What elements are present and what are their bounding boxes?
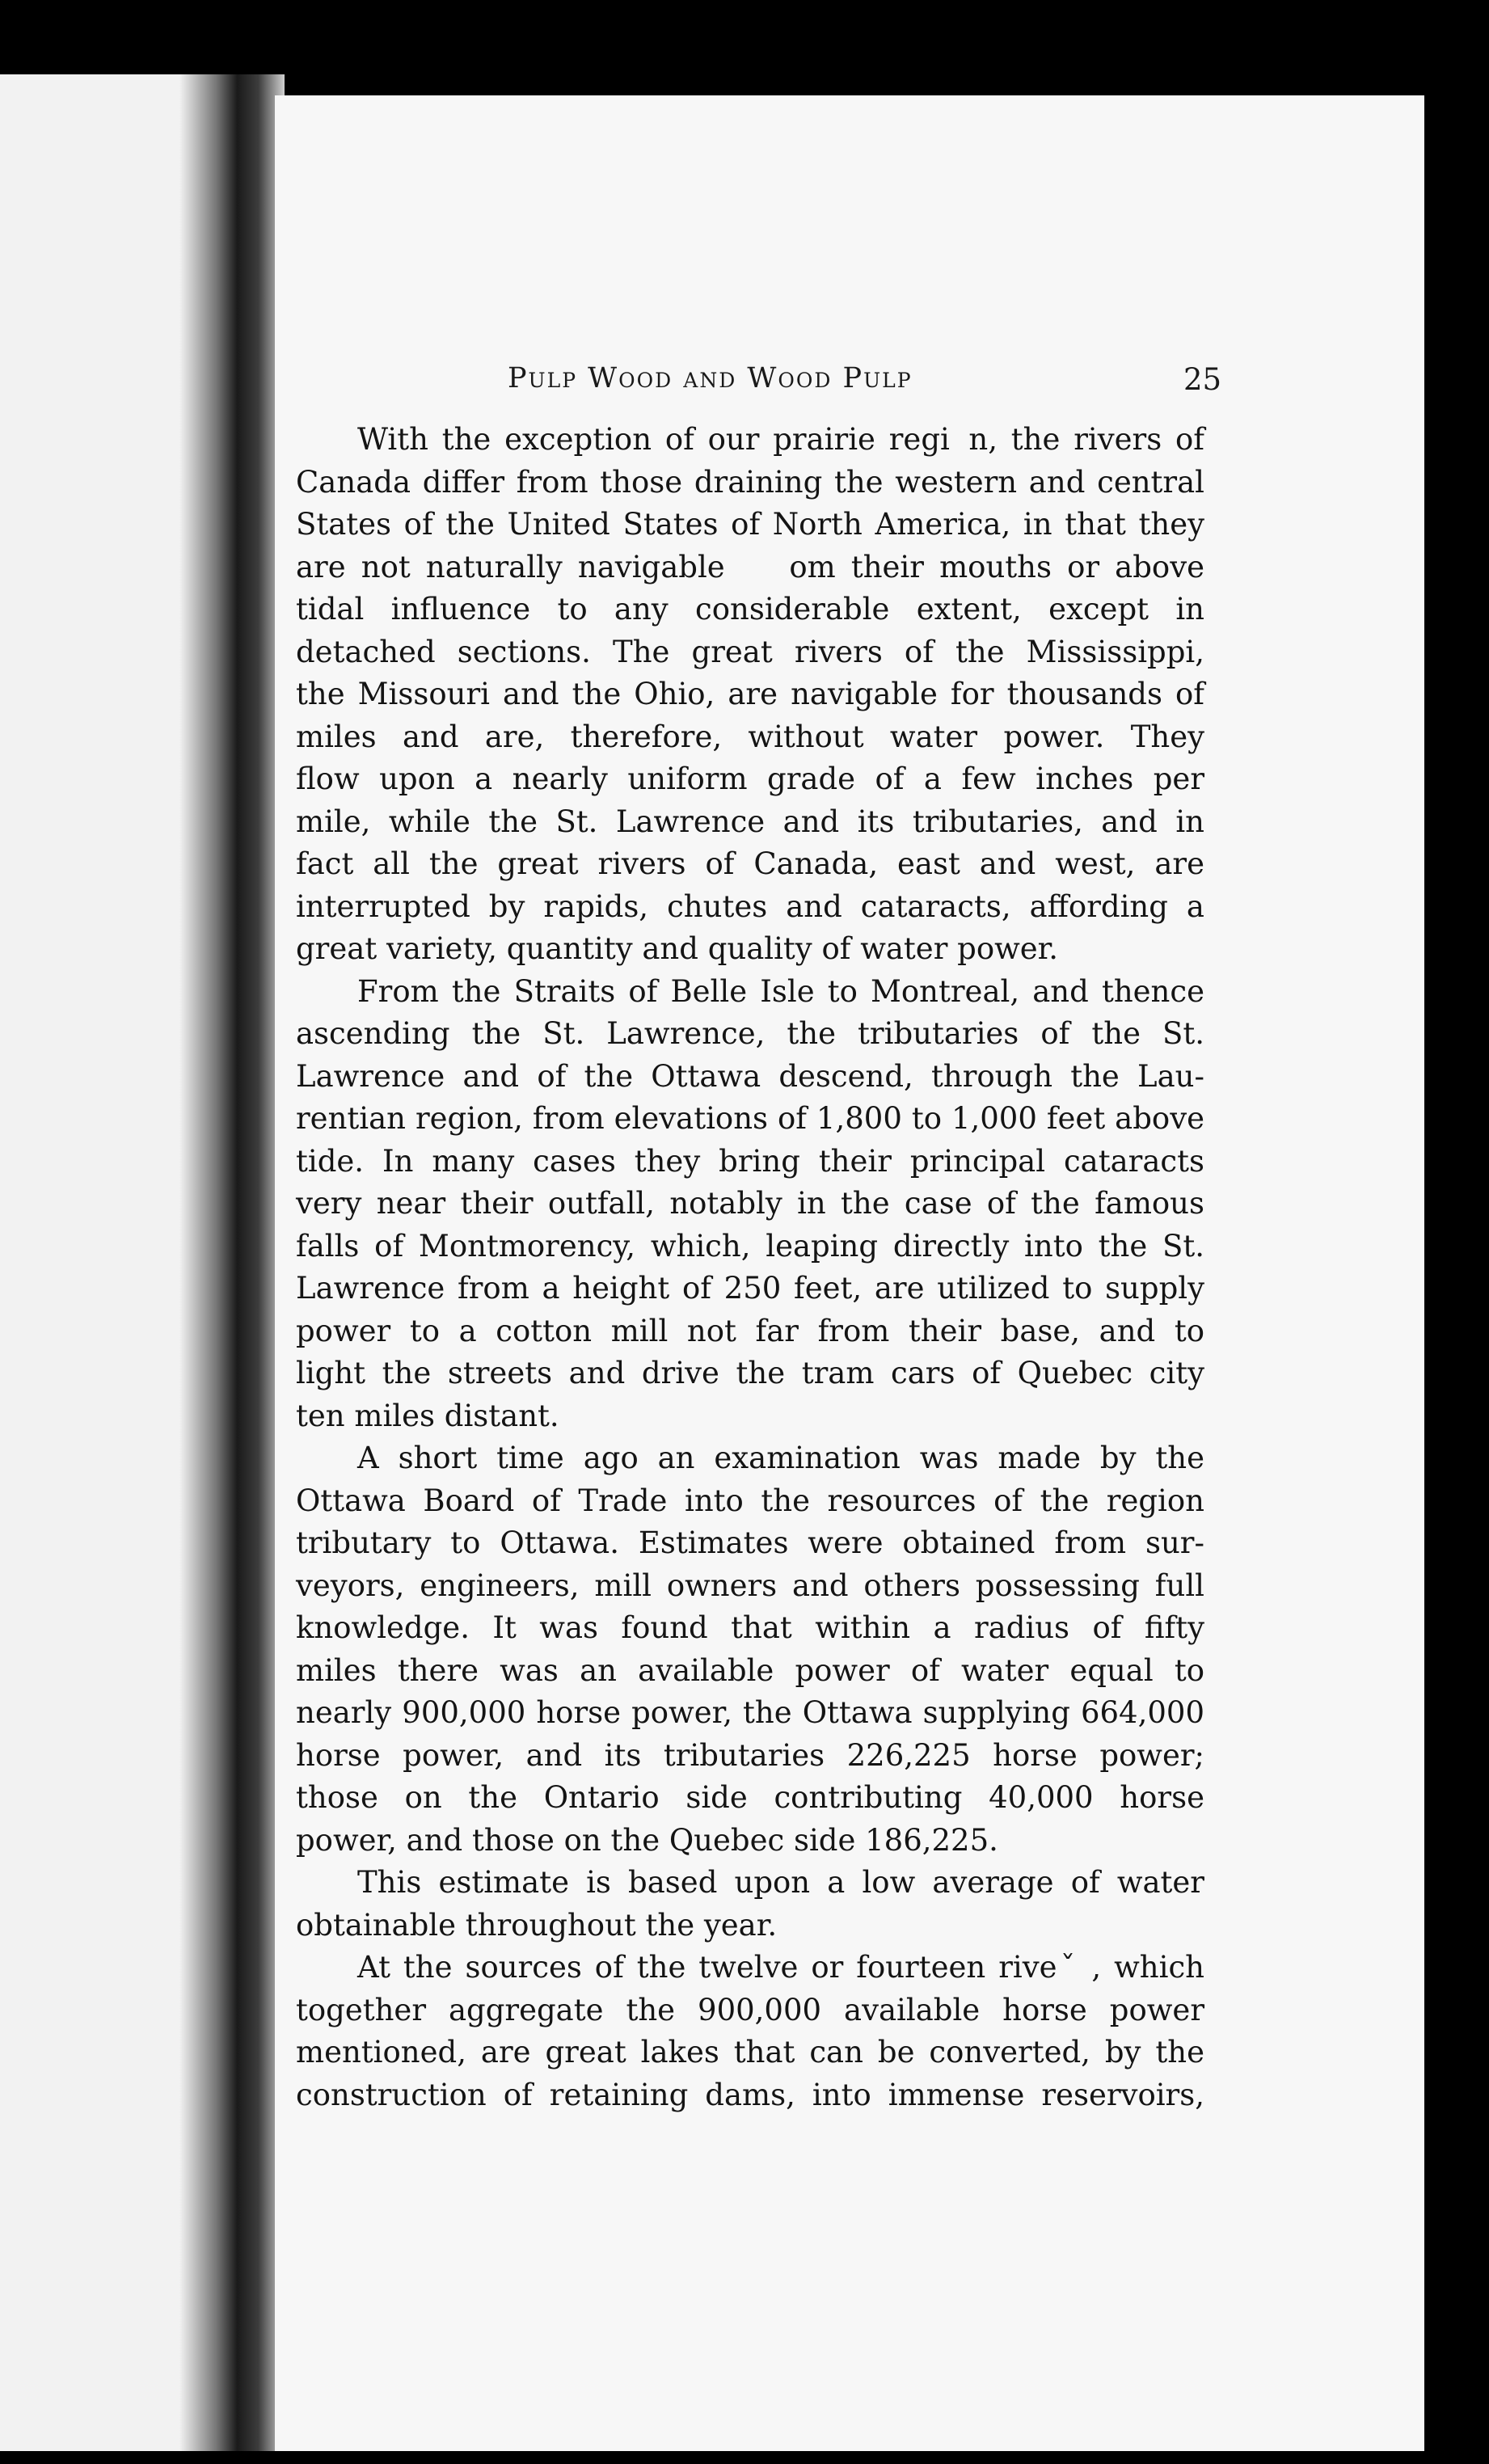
text-line: rentian region, from elevations of 1,800 to 1,000 feet above	[296, 1101, 1204, 1136]
text-line: This estimate is based upon a low average of water	[357, 1865, 1204, 1900]
text-line: light the streets and drive the tram cars of Quebec city	[296, 1356, 1204, 1390]
text-line: those on the Ontario side contributing 40,000 horse	[296, 1780, 1204, 1815]
text-line: knowledge. It was found that within a radius of fifty	[296, 1610, 1204, 1645]
text-line: Canada differ from those draining the western and central	[296, 464, 1204, 500]
text-line: Ottawa Board of Trade into the resources of the region	[296, 1483, 1204, 1518]
text-line: nearly 900,000 horse power, the Ottawa supplying 664,000	[296, 1695, 1204, 1730]
text-line: the Missouri and the Ohio, are navigable for thousands of	[296, 677, 1204, 711]
running-head-title: Pulp Wood and Wood Pulp	[508, 362, 913, 394]
text-line: mile, while the St. Lawrence and its tributaries, and in	[296, 804, 1204, 839]
text-line: power to a cotton mill not far from their base, and to	[296, 1313, 1204, 1348]
text-line: At the sources of the twelve or fourteen riveˇ , which	[357, 1950, 1204, 1985]
text-line: great variety, quantity and quality of water power.	[296, 931, 1059, 966]
text-line: Lawrence and of the Ottawa descend, through the Lau-	[296, 1058, 1204, 1094]
text-line: are not naturally navigable om their mouths or above	[296, 549, 1204, 584]
text-line: together aggregate the 900,000 available horse power	[296, 1992, 1204, 2027]
text-line: detached sections. The great rivers of the Mississippi,	[296, 634, 1204, 669]
text-line: horse power, and its tributaries 226,225 horse power;	[296, 1737, 1204, 1773]
body-text	[296, 419, 1204, 2116]
text-line: States of the United States of North America, in that they	[296, 507, 1204, 542]
page-number: 25	[1183, 362, 1222, 397]
text-line: tributary to Ottawa. Estimates were obtained from sur-	[296, 1525, 1204, 1560]
text-line: fact all the great rivers of Canada, east and west, are	[296, 846, 1204, 881]
text-line: tide. In many cases they bring their principal cataracts	[296, 1143, 1204, 1179]
book-spine-gutter	[179, 74, 285, 2451]
text-line: construction of retaining dams, into immense reservoirs,	[296, 2077, 1204, 2112]
text-line: veyors, engineers, mill owners and others possessing full	[296, 1567, 1204, 1603]
text-line: ten miles distant.	[296, 1398, 559, 1433]
text-line: miles and are, therefore, without water power. They	[296, 719, 1204, 754]
text-line: A short time ago an examination was made by the	[357, 1441, 1204, 1475]
text-line: interrupted by rapids, chutes and cataracts, affording a	[296, 888, 1204, 924]
text-line: miles there was an available power of water equal to	[296, 1652, 1204, 1688]
text-line: From the Straits of Belle Isle to Montreal, and thence	[357, 973, 1204, 1009]
text-line: power, and those on the Quebec side 186,225.	[296, 1822, 998, 1858]
text-line: ascending the St. Lawrence, the tributaries of the St.	[296, 1016, 1204, 1051]
text-line: tidal influence to any considerable extent, except in	[296, 592, 1204, 627]
text-line: flow upon a nearly uniform grade of a few inches per	[296, 762, 1204, 796]
text-line: falls of Montmorency, which, leaping directly into the St.	[296, 1228, 1204, 1264]
text-line: Lawrence from a height of 250 feet, are utilized to supply	[296, 1271, 1204, 1306]
text-line: very near their outfall, notably in the case of the famous	[296, 1186, 1204, 1221]
text-line: mentioned, are great lakes that can be converted, by the	[296, 2035, 1204, 2070]
text-line: obtainable throughout the year.	[296, 1907, 778, 1943]
text-line: With the exception of our prairie regi n, the rivers of	[357, 422, 1204, 457]
